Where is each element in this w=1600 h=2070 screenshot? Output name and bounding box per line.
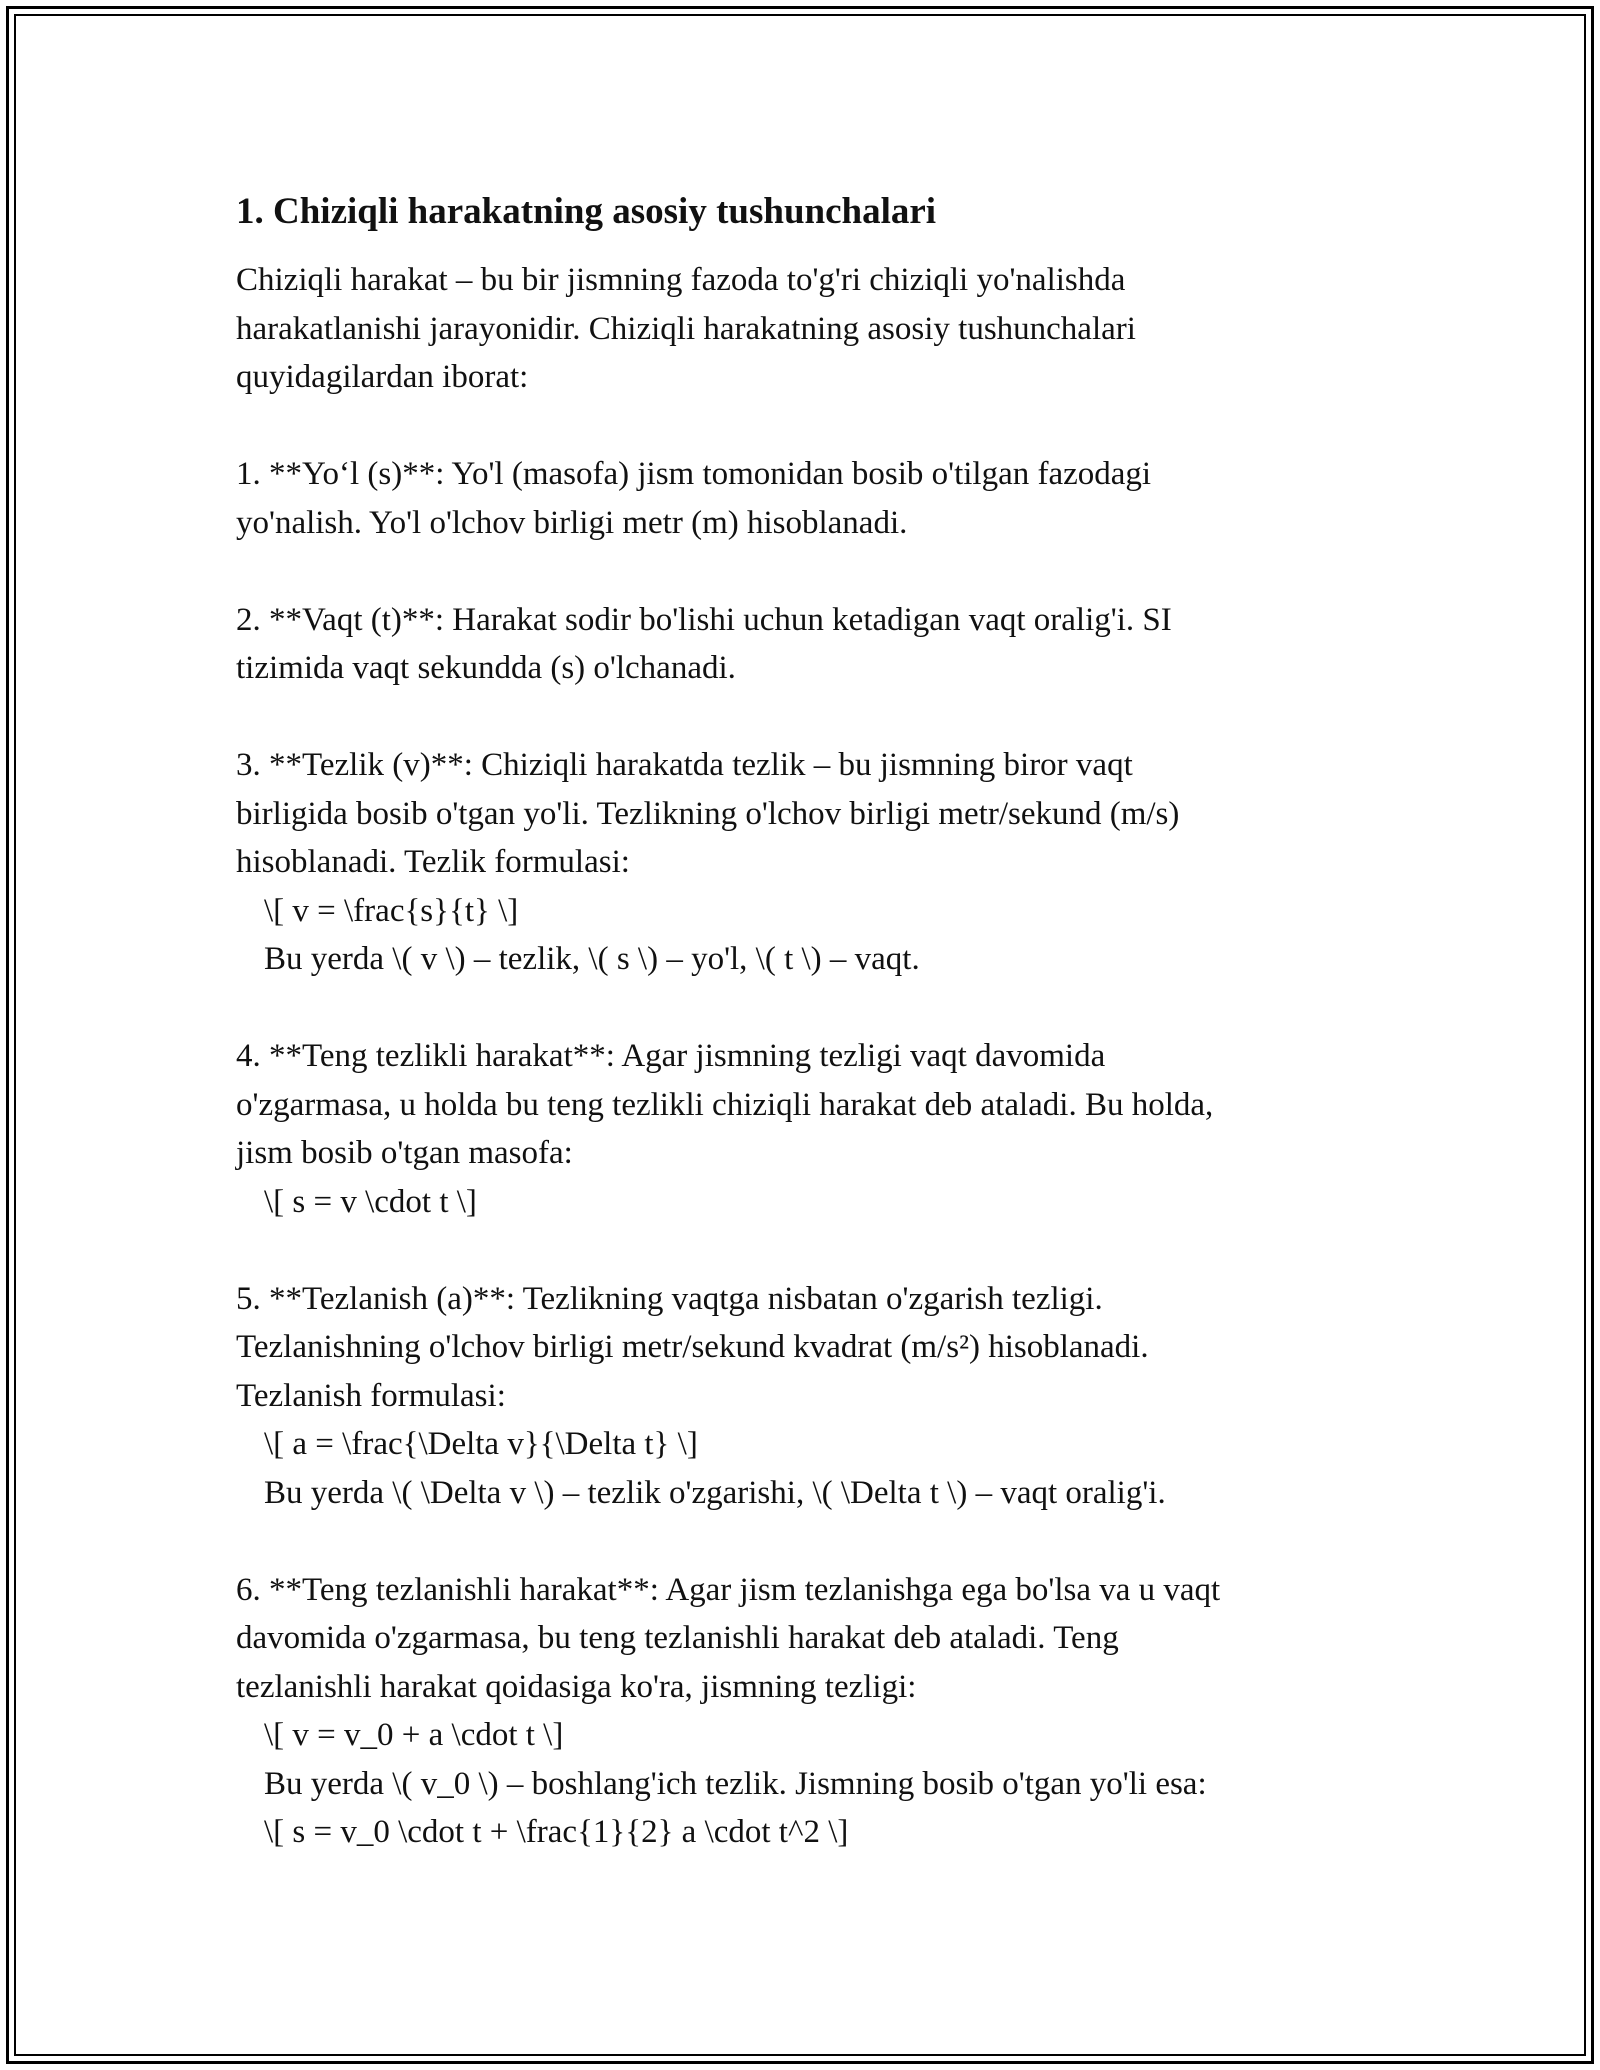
- intro-line: harakatlanishi jarayonidir. Chiziqli harakatning asosiy tushunchalari: [236, 310, 1136, 347]
- list-item-uniform-motion: [236, 1032, 1366, 1226]
- item-line: yo'nalish. Yo'l o'lchov birligi metr (m) hisoblanadi.: [236, 504, 908, 541]
- item-line: 3. **Tezlik (v)**: Chiziqli harakatda tezlik – bu jismning biror vaqt: [236, 747, 1133, 783]
- item-line: 5. **Tezlanish (a)**: Tezlikning vaqtga nisbatan o'zgarish tezligi.: [236, 1280, 1103, 1317]
- item-line: tezlanishli harakat qoidasiga ko'ra, jismning tezligi:: [236, 1668, 917, 1705]
- item-line: 2. **Vaqt (t)**: Harakat sodir bo'lishi uchun ketadigan vaqt oralig'i. SI: [236, 601, 1172, 638]
- item-line: hisoblanadi. Tezlik formulasi:: [236, 844, 630, 880]
- item-line: 1. **Yo‘l (s)**: Yo'l (masofa) jism tomonidan bosib o'tilgan fazodagi: [236, 456, 1152, 492]
- formula-line: \[ v = v_0 + a \cdot t \]: [264, 1717, 564, 1753]
- item-line: davomida o'zgarmasa, bu teng tezlanishli harakat deb ataladi. Teng: [236, 1620, 1119, 1656]
- intro-line: quyidagilardan iborat:: [236, 359, 529, 395]
- formula-line: \[ v = \frac{s}{t} \]: [264, 892, 519, 929]
- list-item-velocity: [236, 741, 1366, 984]
- item-line: Tezlanishning o'lchov birligi metr/sekund kvadrat (m/s²) hisoblanadi.: [236, 1329, 1149, 1365]
- item-line: 6. **Teng tezlanishli harakat**: Agar jism tezlanishga ega bo'lsa va u vaqt: [236, 1571, 1221, 1608]
- list-item-time: [236, 596, 1366, 693]
- formula-explanation: Bu yerda \( \Delta v \) – tezlik o'zgarishi, \( \Delta t \) – vaqt oralig'i.: [264, 1474, 1166, 1511]
- section-title: 1. Chiziqli harakatning asosiy tushunchalari: [236, 191, 937, 232]
- formula-explanation: Bu yerda \( v \) – tezlik, \( s \) – yo'l, \( t \) – vaqt.: [264, 941, 920, 977]
- item-line: tizimida vaqt sekundda (s) o'lchanadi.: [236, 650, 736, 686]
- formula-line: \[ s = v_0 \cdot t + \frac{1}{2} a \cdot t^2 \]: [264, 1814, 849, 1850]
- intro-line: Chiziqli harakat – bu bir jismning fazoda to'g'ri chiziqli yo'nalishda: [236, 262, 1126, 298]
- item-line: 4. **Teng tezlikli harakat**: Agar jismning tezligi vaqt davomida: [236, 1038, 1106, 1074]
- item-line: birligida bosib o'tgan yo'li. Tezlikning o'lchov birligi metr/sekund (m/s): [236, 795, 1180, 832]
- list-item-path: [236, 450, 1366, 547]
- formula-explanation: Bu yerda \( v_0 \) – boshlang'ich tezlik. Jismning bosib o'tgan yo'li esa:: [264, 1765, 1207, 1802]
- intro-paragraph: [236, 256, 1366, 402]
- formula-line: \[ a = \frac{\Delta v}{\Delta t} \]: [264, 1426, 698, 1462]
- item-line: Tezlanish formulasi:: [236, 1377, 506, 1414]
- list-item-acceleration: [236, 1275, 1366, 1518]
- item-line: jism bosib o'tgan masofa:: [236, 1135, 573, 1171]
- item-line: o'zgarmasa, u holda bu teng tezlikli chiziqli harakat deb ataladi. Bu holda,: [236, 1086, 1214, 1123]
- formula-line: \[ s = v \cdot t \]: [264, 1183, 477, 1220]
- list-item-uniform-acceleration: [236, 1566, 1366, 1857]
- document-body: [236, 188, 1366, 1857]
